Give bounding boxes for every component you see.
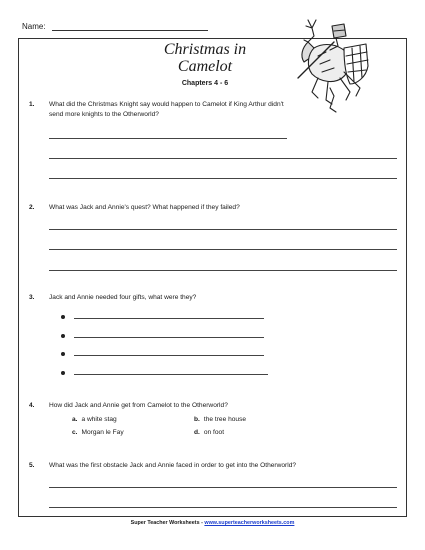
question-4-number: 4. bbox=[29, 402, 35, 409]
question-3-text: Jack and Annie needed four gifts, what were they? bbox=[49, 294, 197, 301]
choice-letter: c. bbox=[72, 429, 78, 436]
choice-letter: a. bbox=[72, 416, 78, 423]
answer-line[interactable] bbox=[49, 507, 397, 508]
choice-text: a white stag bbox=[81, 416, 117, 423]
name-field-line[interactable] bbox=[52, 30, 208, 31]
question-1-number: 1. bbox=[29, 101, 35, 108]
answer-line[interactable] bbox=[49, 158, 397, 159]
choice-text: the tree house bbox=[203, 416, 247, 423]
knight-on-horse-icon bbox=[290, 12, 376, 122]
answer-line[interactable] bbox=[49, 138, 287, 139]
answer-line[interactable] bbox=[49, 487, 397, 488]
choice-d[interactable] bbox=[194, 429, 224, 436]
footer-brand: Super Teacher Worksheets bbox=[130, 520, 200, 526]
answer-line[interactable] bbox=[49, 249, 397, 250]
worksheet-title-line-2: Camelot bbox=[177, 58, 233, 75]
choice-b[interactable] bbox=[194, 416, 246, 423]
answer-line[interactable] bbox=[49, 229, 397, 230]
question-2-text: What was Jack and Annie's quest? What happened if they failed? bbox=[49, 204, 240, 211]
footer-url-link[interactable]: www.superteacherworksheets.com bbox=[204, 520, 295, 526]
question-5-text: What was the first obstacle Jack and Annie faced in order to get into the Otherworld? bbox=[49, 462, 297, 469]
choice-letter: d. bbox=[194, 429, 200, 436]
choice-letter: b. bbox=[194, 416, 200, 423]
gift-answer-line[interactable] bbox=[74, 355, 264, 356]
choice-c[interactable] bbox=[72, 429, 124, 436]
footer-separator: - bbox=[199, 520, 205, 526]
gift-bullet bbox=[61, 371, 65, 375]
question-2-number: 2. bbox=[29, 204, 35, 211]
question-5-number: 5. bbox=[29, 462, 35, 469]
gift-bullet bbox=[61, 334, 65, 338]
gift-bullet bbox=[61, 315, 65, 319]
worksheet-subtitle: Chapters 4 - 6 bbox=[181, 80, 229, 87]
gift-answer-line[interactable] bbox=[74, 374, 268, 375]
question-1-text: What did the Christmas Knight say would happen to Camelot if King Arthur didn't send more knights to the Otherworld? bbox=[49, 101, 284, 118]
question-4-text: How did Jack and Annie get from Camelot to the Otherworld? bbox=[49, 402, 228, 409]
choice-text: on foot bbox=[203, 429, 225, 436]
gift-answer-line[interactable] bbox=[74, 318, 264, 319]
answer-line[interactable] bbox=[49, 178, 397, 179]
gift-answer-line[interactable] bbox=[74, 337, 264, 338]
choice-a[interactable] bbox=[72, 416, 117, 423]
question-3-number: 3. bbox=[29, 294, 35, 301]
footer bbox=[0, 520, 425, 526]
answer-line[interactable] bbox=[49, 270, 397, 271]
name-label: Name: bbox=[22, 22, 46, 31]
worksheet-title-line-1: Christmas in bbox=[163, 41, 247, 58]
choice-text: Morgan le Fay bbox=[81, 429, 124, 436]
gift-bullet bbox=[61, 352, 65, 356]
